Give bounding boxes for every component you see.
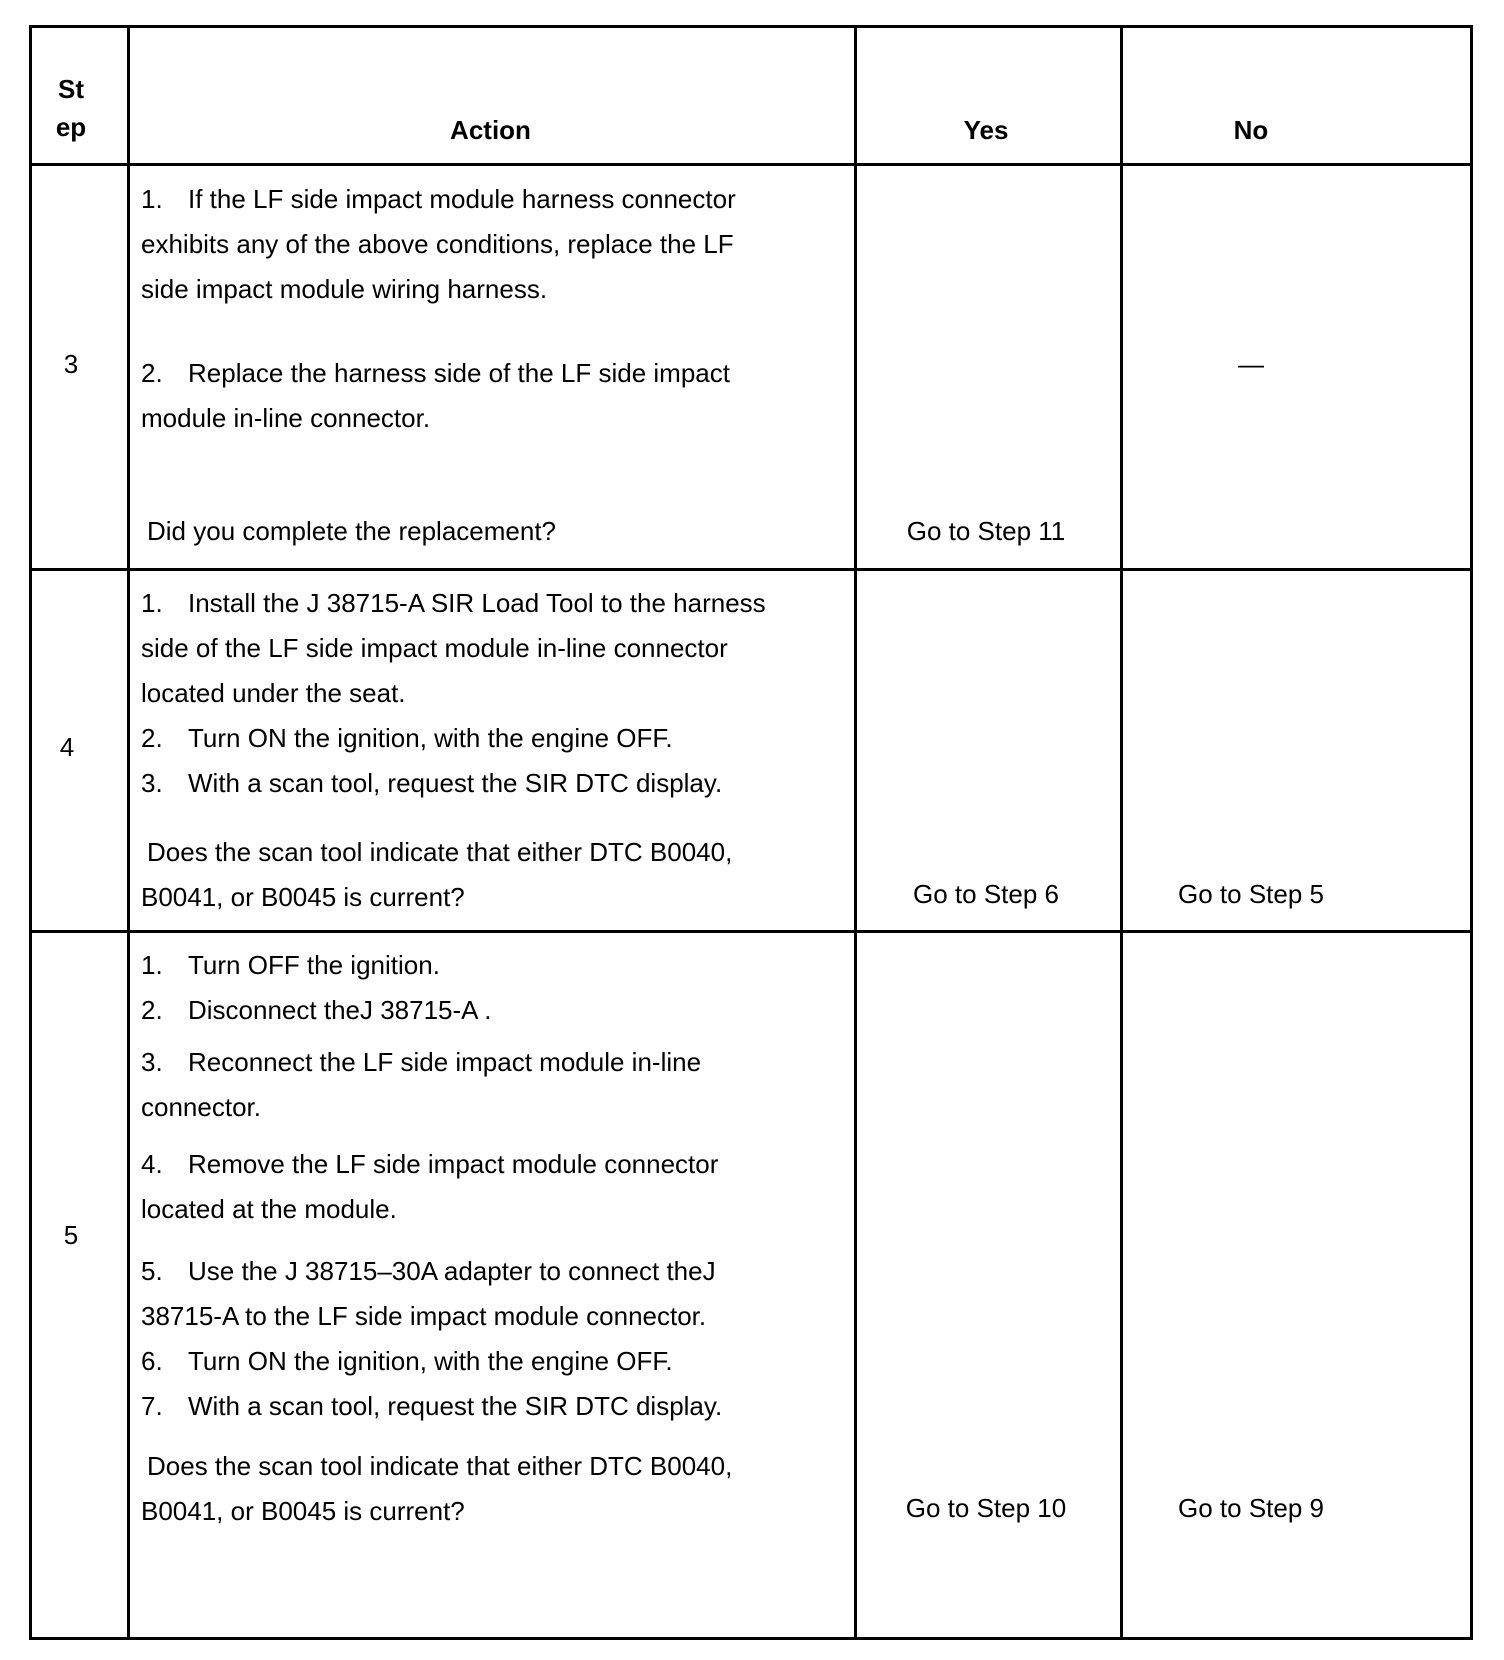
yes-result: Go to Step 11 xyxy=(906,516,1066,546)
column-divider xyxy=(854,28,857,1637)
item-number: 1. xyxy=(141,184,163,214)
header-step xyxy=(29,70,113,146)
question-line: B0041, or B0045 is current? xyxy=(141,882,465,912)
question-text xyxy=(141,830,732,920)
action-item xyxy=(141,351,736,441)
item-number: 7. xyxy=(141,1391,163,1421)
question-text xyxy=(141,1444,732,1534)
item-number: 5. xyxy=(141,1256,163,1286)
header-step-line: ep xyxy=(55,112,87,142)
item-text: located under the seat. xyxy=(141,678,406,708)
action-item xyxy=(141,1384,722,1429)
no-result: Go to Step 5 xyxy=(1178,879,1324,909)
item-text: Turn ON the ignition, with the engine OFF. xyxy=(188,723,673,753)
action-item xyxy=(141,943,722,988)
question-line: Does the scan tool indicate that either DTC B0040, xyxy=(147,837,733,867)
question-text: Did you complete the replacement? xyxy=(147,516,557,546)
step-number: 3 xyxy=(63,349,79,379)
action-item xyxy=(141,1040,722,1130)
item-text: If the LF side impact module harness connector xyxy=(188,184,736,214)
yes-result: Go to Step 10 xyxy=(905,1493,1067,1523)
header-no: No xyxy=(1233,115,1269,145)
item-text: With a scan tool, request the SIR DTC display. xyxy=(188,1391,723,1421)
item-number: 1. xyxy=(141,950,163,980)
header-yes: Yes xyxy=(963,115,1009,145)
question-line: Does the scan tool indicate that either DTC B0040, xyxy=(147,1451,733,1481)
item-number: 2. xyxy=(141,995,163,1025)
item-text: Use the J 38715–30A adapter to connect theJ xyxy=(188,1256,716,1286)
action-list xyxy=(141,581,766,806)
action-item xyxy=(141,1339,722,1384)
action-item xyxy=(141,581,766,716)
item-number: 6. xyxy=(141,1346,163,1376)
item-number: 3. xyxy=(141,1047,163,1077)
item-text: exhibits any of the above conditions, replace the LF xyxy=(141,229,734,259)
header-step-line: St xyxy=(58,74,84,104)
item-text: Install the J 38715-A SIR Load Tool to the harness xyxy=(188,588,766,618)
item-text: Reconnect the LF side impact module in-line xyxy=(188,1047,702,1077)
action-item xyxy=(141,1142,722,1232)
header-action: Action xyxy=(450,115,531,145)
yes-result: Go to Step 6 xyxy=(913,879,1059,909)
item-text: 38715-A to the LF side impact module connector. xyxy=(141,1301,707,1331)
action-list xyxy=(141,177,736,441)
row-divider xyxy=(32,163,1470,166)
item-text: Remove the LF side impact module connector xyxy=(188,1149,719,1179)
item-text: Replace the harness side of the LF side impact xyxy=(188,358,730,388)
row-divider xyxy=(32,568,1470,571)
item-text: side of the LF side impact module in-line connector xyxy=(141,633,728,663)
item-text: Disconnect theJ 38715-A . xyxy=(188,995,492,1025)
action-item xyxy=(141,177,736,312)
step-number: 5 xyxy=(63,1220,79,1250)
action-item xyxy=(141,1249,722,1339)
item-text: Turn ON the ignition, with the engine OFF. xyxy=(188,1346,673,1376)
item-number: 2. xyxy=(141,358,163,388)
no-result: Go to Step 9 xyxy=(1178,1493,1324,1523)
step-number: 4 xyxy=(59,732,75,762)
item-text: module in-line connector. xyxy=(141,403,431,433)
no-result: — xyxy=(1238,349,1264,379)
item-text: Turn OFF the ignition. xyxy=(188,950,440,980)
item-number: 4. xyxy=(141,1149,163,1179)
item-number: 3. xyxy=(141,768,163,798)
item-number: 1. xyxy=(141,588,163,618)
action-item xyxy=(141,761,766,806)
column-divider xyxy=(127,28,130,1637)
action-item xyxy=(141,988,722,1033)
item-text: With a scan tool, request the SIR DTC display. xyxy=(188,768,723,798)
action-list xyxy=(141,943,722,1429)
item-text: located at the module. xyxy=(141,1194,397,1224)
column-divider xyxy=(1120,28,1123,1637)
item-text: side impact module wiring harness. xyxy=(141,274,548,304)
item-text: connector. xyxy=(141,1092,261,1122)
row-divider xyxy=(32,930,1470,933)
item-number: 2. xyxy=(141,723,163,753)
question-line: B0041, or B0045 is current? xyxy=(141,1496,465,1526)
action-item xyxy=(141,716,766,761)
